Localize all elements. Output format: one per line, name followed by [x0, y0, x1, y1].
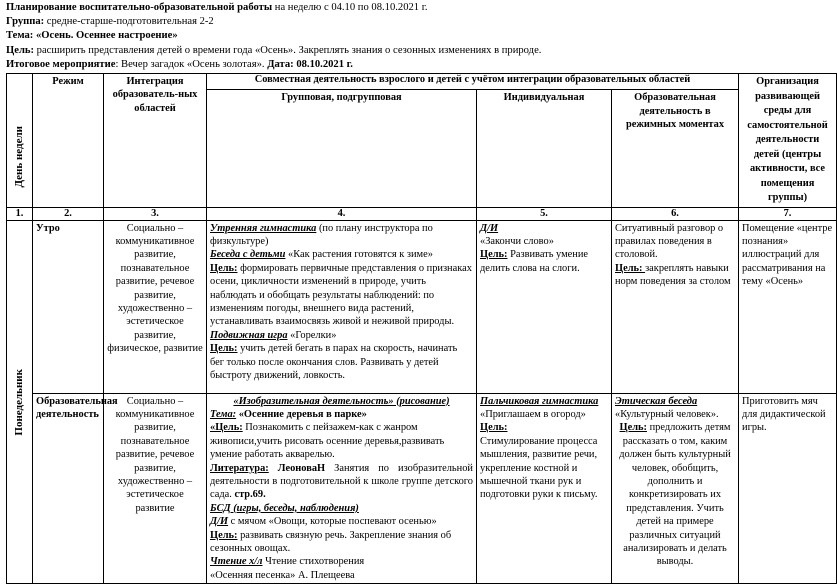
row1-individual: Д/И «Закончи слово» Цель: Развивать умение делить слова на слоги. [477, 220, 612, 393]
row2-mode: Образовательная деятельность [33, 393, 104, 584]
header-joint: Совместная деятельность взрослого и детей с учётом интеграции образовательных областей [207, 74, 739, 90]
col-number-4: 4. [207, 207, 477, 220]
row2-group-work: «Изобразительная деятельность» (рисование) Тема: «Осенние деревья в парке» «Цель: Познакомить с пейзажем-как с жанром живописи,учить рисовать осенние деревья,развивать умение работать акварелью. Литература: ЛеоноваН Занятия по изобразительной деятельности в подготовительной к школе группе детского сада. стр.69. БСД (игры, беседы, наблюдения) Д/И с мячом «Овощи, которые поспевают осенью» Цель: развивать связную речь. Закрепление знания об сезонных овощах. Чтение х/л Чтение стихотворения «Осенняя песенка» А. Плещеева [207, 393, 477, 584]
row1-moments: Ситуативный разговор о правилах поведения в столовой. Цель: закреплять навыки норм поведения за столом [612, 220, 739, 393]
table-row [7, 393, 837, 584]
col-number-1: 1. [7, 207, 33, 220]
day-cell [7, 220, 33, 584]
row1-mode: Утро [33, 220, 104, 393]
col-number-6: 6. [612, 207, 739, 220]
col-number-3: 3. [104, 207, 207, 220]
header-individual: Индивидуальная [477, 90, 612, 207]
header-day: День недели [12, 125, 25, 188]
col-number-2: 2. [33, 207, 104, 220]
header-final-event: Итоговое мероприятие: Вечер загадок «Осень золотая». Дата: 08.10.2021 г. [6, 58, 353, 70]
day-name: Понедельник [12, 368, 25, 436]
document-header [6, 1, 814, 72]
row1-environment: Помещение «центре познания» иллюстраций для рассматривания на тему «Осень» [739, 220, 837, 393]
header-environment: Организация развивающей среды для самостоятельной деятельности детей (центры активности, все помещения группы) [739, 74, 837, 208]
header-group-work: Групповая, подгрупповая [207, 90, 477, 207]
header-theme: Тема: «Осень. Осеннее настроение» [6, 30, 178, 42]
row2-environment: Приготовить мяч для дидактической игры. [739, 393, 837, 584]
row2-individual: Пальчиковая гимнастика «Приглашаем в огород» Цель: Стимулирование процесса мышления, развитие речи, укрепление костной и мышечной ткани рук и подготовки руки к письму. [477, 393, 612, 584]
col-number-7: 7. [739, 207, 837, 220]
col-number-5: 5. [477, 207, 612, 220]
plan-table [6, 73, 837, 584]
row2-moments: Этическая беседа «Культурный человек». Цель: предложить детям рассказать о том, каким должен быть культурный человек, обобщить, дополнить и конкретизировать их представления. Учить детей на примере различных ситуаций анализировать и делать выводы. [612, 393, 739, 584]
header-group: Группа: средне-старше-подготовительная 2-2 [6, 16, 214, 28]
header-title: Планирование воспитательно-образовательной работы на неделю с 04.10 по 08.10.2021 г. [6, 2, 428, 13]
header-moments: Образовательная деятельность в режимных моментах [612, 90, 739, 207]
row1-integration: Социально – коммуникативное развитие, познавательное развитие, речевое развитие, художественно – эстетическое развитие, физическое, развитие [104, 220, 207, 393]
row1-group-work: Утренняя гимнастика (по плану инструктора по физкультуре) Беседа с детьми «Как растения готовятся к зиме» Цель: формировать первичные представления о признаках осени, цикличности изменений в природе, учить наблюдать и обобщать результаты наблюдений: по изменениям погоды, внешнего вида растений, устанавливать взаимосвязь живой и неживой природы. Подвижная игра «Горелки» Цель: учить детей бегать в парах на скорость, начинать бег только после окончания слов. Развивать у детей быстроту движений, ловкость. [207, 220, 477, 393]
header-goal: Цель: расширить представления детей о времени года «Осень». Закреплять знания о сезонных изменениях в природе. [6, 44, 542, 56]
header-integration: Интеграция образователь-ных областей [104, 74, 207, 208]
header-mode: Режим [33, 74, 104, 208]
row2-integration: Социально – коммуникативное развитие, познавательное развитие, речевое развитие, художественно – эстетическое развитие [104, 393, 207, 584]
header-day-cell [7, 74, 33, 208]
table-row [7, 220, 837, 393]
